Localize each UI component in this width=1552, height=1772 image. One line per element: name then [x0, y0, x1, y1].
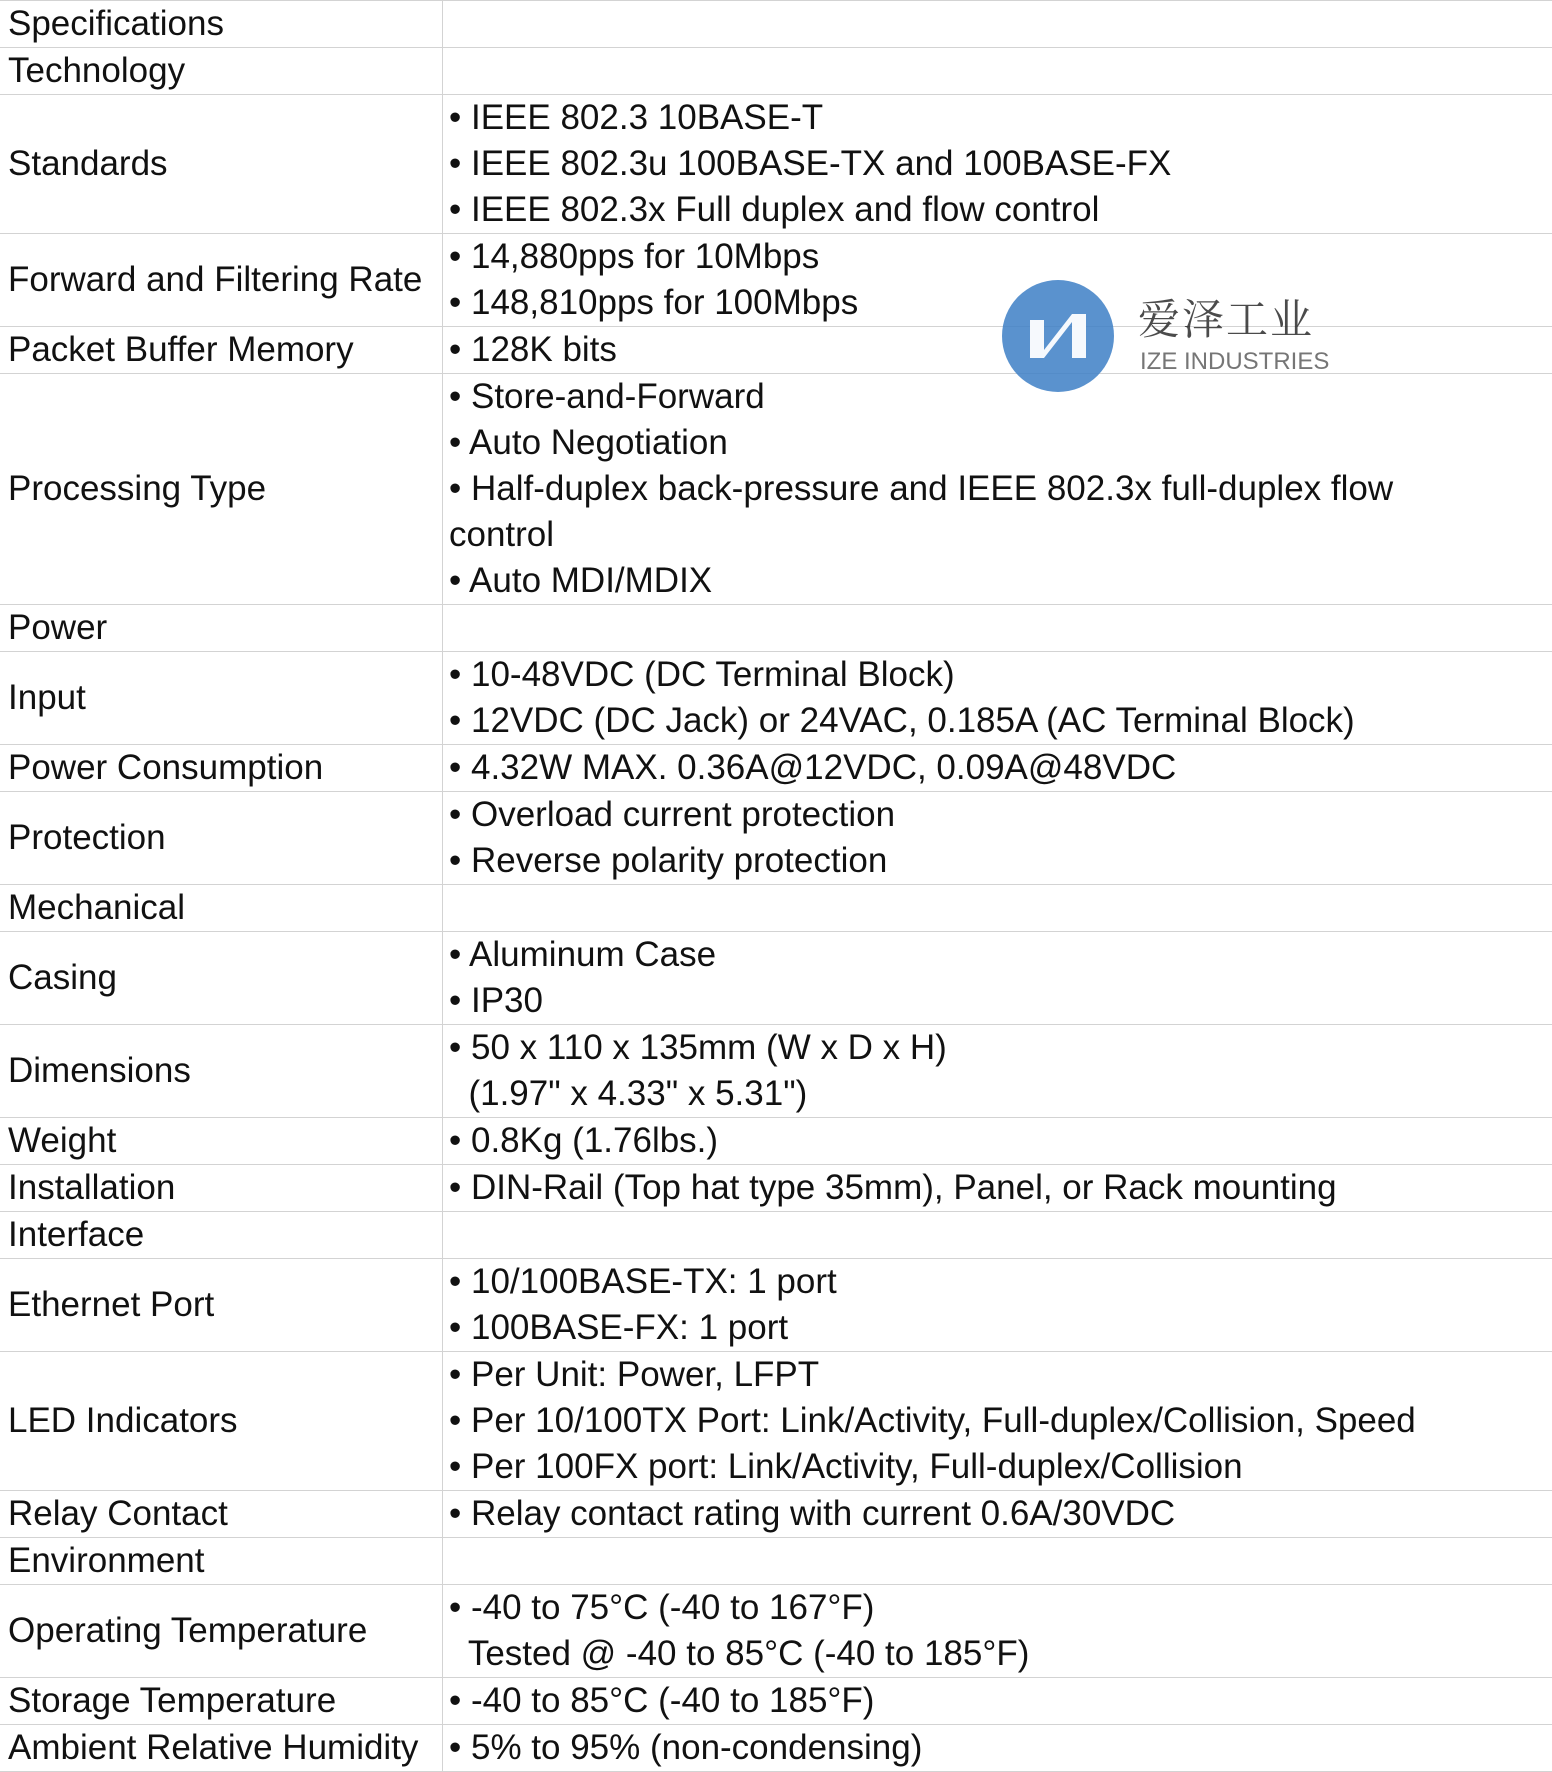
spec-row — [0, 234, 1552, 327]
spec-value — [443, 1118, 1552, 1165]
spec-row — [0, 374, 1552, 605]
spec-label: Processing Type — [0, 374, 443, 605]
spec-row — [0, 1118, 1552, 1165]
spec-row — [0, 1025, 1552, 1118]
spec-row — [0, 1259, 1552, 1352]
spec-label: Dimensions — [0, 1025, 443, 1118]
spec-label: Packet Buffer Memory — [0, 327, 443, 374]
watermark-english-text: IZE INDUSTRIES — [1140, 348, 1329, 376]
spec-value-line: • 5% to 95% (non-condensing) — [449, 1725, 1552, 1771]
spec-value — [443, 885, 1552, 932]
spec-label: Ambient Relative Humidity — [0, 1725, 443, 1772]
spec-row — [0, 1165, 1552, 1212]
spec-value-line: • 4.32W MAX. 0.36A@12VDC, 0.09A@48VDC — [449, 745, 1552, 791]
spec-value — [443, 95, 1552, 234]
spec-value-line: • -40 to 85°C (-40 to 185°F) — [449, 1678, 1552, 1724]
spec-value — [443, 48, 1552, 95]
spec-value — [443, 1212, 1552, 1259]
spec-label: Power Consumption — [0, 745, 443, 792]
spec-value-line: • Half-duplex back-pressure and IEEE 802.3x full-duplex flow — [449, 466, 1552, 512]
spec-row — [0, 932, 1552, 1025]
spec-value-line: • 50 x 110 x 135mm (W x D x H) — [449, 1025, 1552, 1071]
spec-row — [0, 885, 1552, 932]
spec-value-line: • 14,880pps for 10Mbps — [449, 234, 1552, 280]
spec-label: Mechanical — [0, 885, 443, 932]
watermark-chinese-text: 爱泽工业 — [1138, 296, 1314, 344]
spec-row — [0, 1212, 1552, 1259]
spec-label: Relay Contact — [0, 1491, 443, 1538]
spec-label: Operating Temperature — [0, 1585, 443, 1678]
spec-value-line: • IEEE 802.3 10BASE-T — [449, 95, 1552, 141]
spec-label: Casing — [0, 932, 443, 1025]
spec-value-line: • Aluminum Case — [449, 932, 1552, 978]
spec-value-line: • Auto Negotiation — [449, 420, 1552, 466]
spec-value — [443, 234, 1552, 327]
spec-value-line: control — [449, 512, 1552, 558]
spec-value-line: • Per 10/100TX Port: Link/Activity, Full-duplex/Collision, Speed — [449, 1398, 1552, 1444]
spec-value-line: Tested @ -40 to 85°C (-40 to 185°F) — [449, 1631, 1552, 1677]
spec-label: Standards — [0, 95, 443, 234]
spec-label: Protection — [0, 792, 443, 885]
spec-value-line: • 0.8Kg (1.76lbs.) — [449, 1118, 1552, 1164]
spec-value-line: • 148,810pps for 100Mbps — [449, 280, 1552, 326]
spec-row — [0, 745, 1552, 792]
spec-label: Weight — [0, 1118, 443, 1165]
spec-label: Forward and Filtering Rate — [0, 234, 443, 327]
spec-label: Interface — [0, 1212, 443, 1259]
spec-label: Power — [0, 605, 443, 652]
spec-value-line: • 100BASE-FX: 1 port — [449, 1305, 1552, 1351]
spec-value — [443, 1585, 1552, 1678]
spec-value — [443, 1678, 1552, 1725]
spec-value-line: • 10/100BASE-TX: 1 port — [449, 1259, 1552, 1305]
spec-value — [443, 1025, 1552, 1118]
spec-value-line: • IP30 — [449, 978, 1552, 1024]
spec-row — [0, 652, 1552, 745]
spec-row — [0, 1678, 1552, 1725]
spec-value-line: • Relay contact rating with current 0.6A/30VDC — [449, 1491, 1552, 1537]
spec-value — [443, 1165, 1552, 1212]
spec-row — [0, 1352, 1552, 1491]
spec-value — [443, 932, 1552, 1025]
spec-label: LED Indicators — [0, 1352, 443, 1491]
spec-value — [443, 652, 1552, 745]
spec-value — [443, 1491, 1552, 1538]
spec-value-line: • 128K bits — [449, 327, 1552, 373]
spec-value-line: • -40 to 75°C (-40 to 167°F) — [449, 1585, 1552, 1631]
spec-value-line: • DIN-Rail (Top hat type 35mm), Panel, or Rack mounting — [449, 1165, 1552, 1211]
spec-value-line: (1.97" x 4.33" x 5.31") — [449, 1071, 1552, 1117]
spec-row — [0, 1585, 1552, 1678]
spec-value — [443, 327, 1552, 374]
spec-row — [0, 605, 1552, 652]
spec-label: Installation — [0, 1165, 443, 1212]
spec-value-line: • Store-and-Forward — [449, 374, 1552, 420]
specifications-table-body — [0, 1, 1552, 1772]
spec-row — [0, 95, 1552, 234]
spec-value — [443, 792, 1552, 885]
spec-value-line: • Per 100FX port: Link/Activity, Full-duplex/Collision — [449, 1444, 1552, 1490]
spec-label: Specifications — [0, 1, 443, 48]
spec-row — [0, 1538, 1552, 1585]
spec-value — [443, 745, 1552, 792]
spec-value — [443, 1538, 1552, 1585]
spec-label: Input — [0, 652, 443, 745]
spec-label: Environment — [0, 1538, 443, 1585]
spec-value-line: • IEEE 802.3x Full duplex and flow control — [449, 187, 1552, 233]
spec-value-line: • IEEE 802.3u 100BASE-TX and 100BASE-FX — [449, 141, 1552, 187]
spec-value — [443, 605, 1552, 652]
spec-row — [0, 327, 1552, 374]
spec-value — [443, 1352, 1552, 1491]
spec-value-line: • 10-48VDC (DC Terminal Block) — [449, 652, 1552, 698]
spec-row — [0, 1491, 1552, 1538]
spec-row — [0, 1725, 1552, 1772]
spec-value-line: • 12VDC (DC Jack) or 24VAC, 0.185A (AC Terminal Block) — [449, 698, 1552, 744]
spec-value-line: • Per Unit: Power, LFPT — [449, 1352, 1552, 1398]
spec-label: Ethernet Port — [0, 1259, 443, 1352]
spec-row — [0, 1, 1552, 48]
spec-label: Storage Temperature — [0, 1678, 443, 1725]
spec-value-line: • Auto MDI/MDIX — [449, 558, 1552, 604]
spec-row — [0, 792, 1552, 885]
spec-value-line: • Reverse polarity protection — [449, 838, 1552, 884]
spec-value — [443, 1725, 1552, 1772]
spec-label: Technology — [0, 48, 443, 95]
spec-value — [443, 1259, 1552, 1352]
spec-value — [443, 1, 1552, 48]
spec-row — [0, 48, 1552, 95]
spec-value — [443, 374, 1552, 605]
spec-value-line: • Overload current protection — [449, 792, 1552, 838]
